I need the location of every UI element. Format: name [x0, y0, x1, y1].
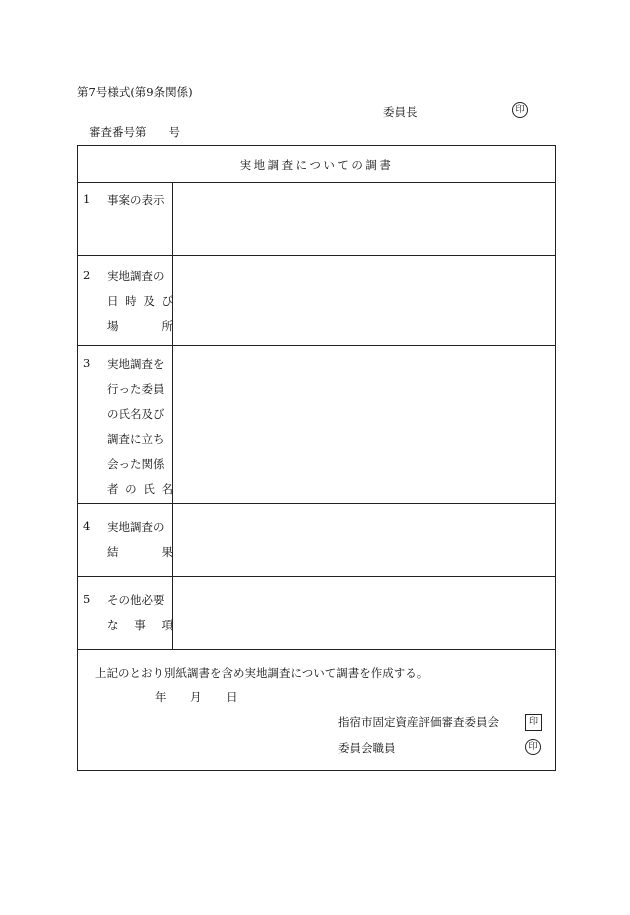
review-number [89, 124, 180, 140]
row-number: 1 [83, 192, 91, 206]
row-text: 調査に立ち [107, 432, 165, 446]
row-3-label [83, 356, 171, 496]
seal-icon: 印 [525, 739, 541, 755]
table-title: 実地調査についての調書 [239, 158, 394, 172]
seal-icon: 印 [512, 102, 528, 118]
row-text: 場所 [107, 319, 173, 333]
row-text: 実地調査の [107, 520, 165, 534]
row-text: な事項 [107, 618, 173, 632]
row-text: 日時及び [107, 294, 173, 308]
column-divider [172, 182, 173, 649]
seal-icon: 印 [525, 714, 542, 731]
review-number-suffix: 号 [168, 125, 180, 139]
row-5-label [83, 592, 171, 642]
form-label: 第7号様式(第9条関係) [77, 85, 193, 99]
row-divider [78, 255, 555, 256]
row-text: 者の氏名 [107, 482, 173, 496]
row-text: 事案の表示 [107, 193, 165, 207]
row-text: その他必要 [107, 593, 165, 607]
committee-name: 指宿市固定資産評価審査委員会 [338, 715, 499, 729]
row-text: 実地調査を [107, 357, 165, 371]
row-2-label [83, 268, 171, 338]
row-number: 4 [83, 519, 91, 533]
date-year: 年 [155, 690, 167, 704]
row-divider [78, 503, 555, 504]
row-divider [78, 649, 555, 650]
survey-table [77, 145, 556, 771]
row-text: 会った関係 [107, 457, 165, 471]
row-number: 2 [83, 268, 91, 282]
date-month: 月 [190, 690, 202, 704]
row-divider [78, 576, 555, 577]
review-number-prefix: 審査番号第 [89, 125, 147, 139]
row-text: 結果 [107, 545, 173, 559]
row-text: の氏名及び [107, 407, 165, 421]
row-number: 5 [83, 592, 91, 606]
row-divider [78, 182, 555, 183]
row-1-label [83, 192, 165, 207]
chairman-label: 委員長 [383, 105, 418, 119]
row-text: 行った委員 [107, 382, 165, 396]
staff-label: 委員会職員 [338, 741, 396, 755]
date-day: 日 [226, 690, 238, 704]
row-4-label [83, 519, 171, 569]
footer-statement: 上記のとおり別紙調書を含め実地調査について調書を作成する。 [95, 666, 429, 680]
row-divider [78, 345, 555, 346]
row-number: 3 [83, 356, 91, 370]
row-text: 実地調査の [107, 269, 165, 283]
